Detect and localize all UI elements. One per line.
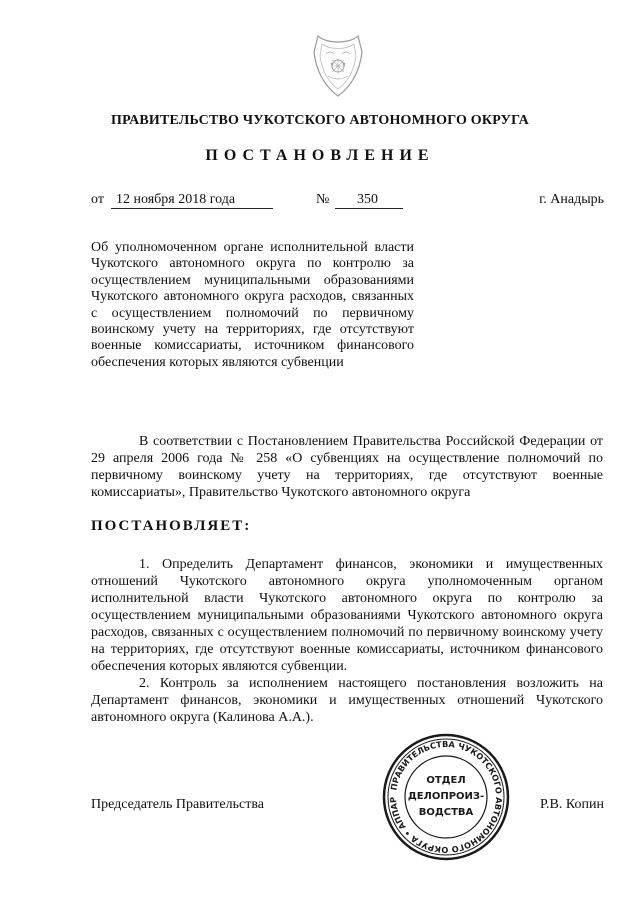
organization-title: ПРАВИТЕЛЬСТВО ЧУКОТСКОГО АВТОНОМНОГО ОКРУГА xyxy=(111,113,529,128)
stamp-ring-text: ПРАВИТЕЛЬСТВА ЧУКОТСКОГО АВТОНОМНОГО ОКРУГА • АППАР xyxy=(387,738,505,856)
preamble-text: В соответствии с Постановлением Правительства Российской Федерации от 29 апреля 2006 года № 258 «О субвенциях на осуществление полномочий по первичному воинскому учету на территориях, где отсутствуют военные комиссариаты», Правительство Чукотского автономного округа xyxy=(91,434,603,500)
stamp-line-1: ОТДЕЛ xyxy=(426,775,466,786)
decree-items xyxy=(91,556,603,726)
dateline-number-label: № xyxy=(316,192,330,207)
document-subject: Об уполномоченном органе исполнительной власти Чукотского автономного округа по контролю за осуществлением муниципальными образованиями Чукотского автономного округа расходов, связанных с осуществлением полномочий по первичному воинскому учету на территориях, где отсутствуют военные комиссариаты, источником финансового обеспечения которых являются субвенции xyxy=(91,240,414,370)
preamble xyxy=(91,433,603,501)
number-value: 350 xyxy=(335,192,403,209)
dateline-city: г. Анадырь xyxy=(539,192,604,207)
date-value: 12 ноября 2018 года xyxy=(111,192,273,209)
document-type-title: ПОСТАНОВЛЕНИЕ xyxy=(205,147,435,164)
dateline-from-label: от xyxy=(91,192,104,207)
decree-item-1: 1. Определить Департамент финансов, экономики и имущественных отношений Чукотского автономного округа уполномоченным органом исполнительной власти Чукотского автономного округа по контролю за осуществлением муниципальными образованиями Чукотского автономного округа расходов, связанных с осуществлением полномочий по первичному воинскому учету на территориях, где отсутствуют военные комиссариаты, источником финансового обеспечения которых являются субвенции. xyxy=(91,557,603,674)
decree-item-2: 2. Контроль за исполнением настоящего постановления возложить на Департамент финансов, экономики и имущественных отношений Чукотского автономного округа (Калинова А.А.). xyxy=(91,676,603,725)
decree-heading: ПОСТАНОВЛЯЕТ: xyxy=(91,518,252,534)
signatory-position: Председатель Правительства xyxy=(91,797,264,812)
dateline-number xyxy=(335,192,403,209)
stamp-line-3: ВОДСТВА xyxy=(418,807,474,818)
coat-of-arms-icon xyxy=(302,30,374,106)
official-stamp-icon xyxy=(382,733,510,861)
signatory-name: Р.В. Копин xyxy=(540,797,604,812)
dateline-date xyxy=(111,192,273,209)
stamp-line-2: ДЕЛОПРОИЗ- xyxy=(407,791,485,802)
